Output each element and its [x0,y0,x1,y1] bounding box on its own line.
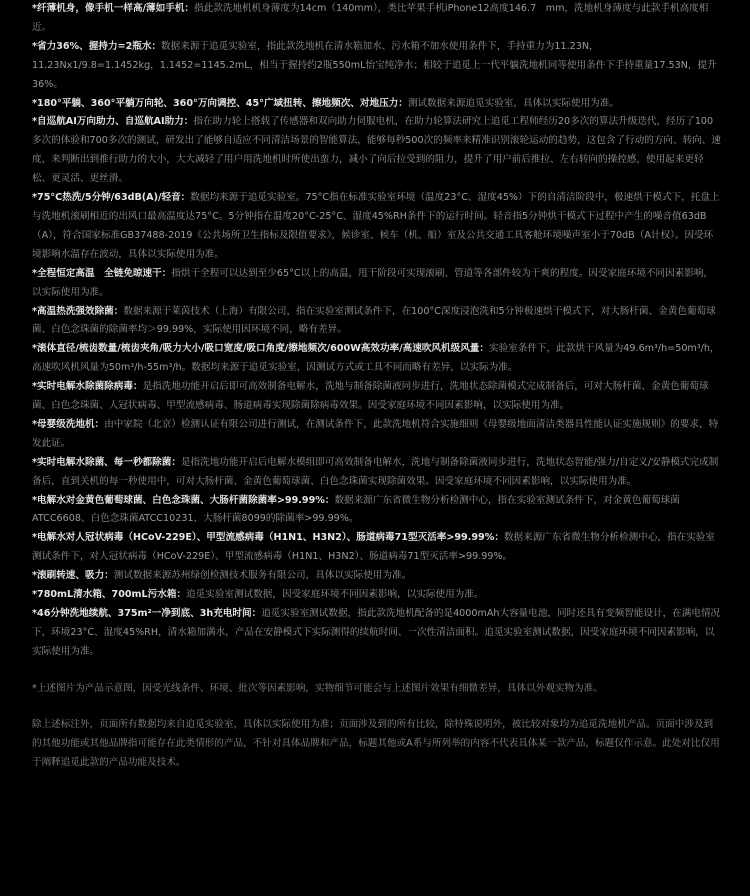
note-item [32,340,722,378]
note-item [32,492,722,530]
note-title: *纤薄机身，像手机一样高/薄如手机： [32,3,195,14]
note-item [32,113,722,189]
note-title: *180°平躺、360°平躺万向轮、360°万向调控、45°广域扭转、擦地频次、对地压力： [32,97,408,109]
note-text: 数据来源广东省微生物分析检测中心，指在实验室测试条件下，对金黄色葡萄球菌ATCC6608、白色念珠菌ATCC10231、大肠杆菌8099的除菌率>99.99%。 [32,494,680,525]
note-title: *75°C热洗/5分钟/63dB(A)/轻音： [32,192,191,204]
note-text: 数据来源广东省微生物分析检测中心，指在实验室测试条件下，对人冠状病毒（HCoV-229E）、甲型流感病毒（H1N1、H3N2）、肠道病毒71型灭活率>99.99%。 [32,532,715,563]
note-title: *省力36%、握持力=2瓶水： [32,40,162,52]
note-text: 数据均来源于追觅实验室。75°C指在标准实验室环境（温度23°C、湿度45%）下的自清洁阶段中，极速烘干模式下，托盘上与洗地机滚刷相近的出风口最高温度达75°C。5分钟指在温度20°C-25°C、湿度45%RH条件下的运行时间。轻音指5分钟烘干模式下过程中产生的噪音值63dB（A），符合国家标准GB37488-2019《公共场所卫生指标及限值要求》，候诊室、候车（机、船）室及公共交通工具客舱环境噪声室小于70dB（A计权）。因受环境影响水温存在波动，具体以实际使用为准。 [32,192,720,260]
note-title: *滚体直径/梳齿数量/梳齿夹角/吸力大小/吸口宽度/吸口角度/擦地频次/600W高效功率/高速吹风机级风量： [32,343,489,355]
note-item [32,529,722,567]
note-title: *780mL清水箱、700mL污水箱： [32,589,187,601]
note-item [32,303,722,341]
note-item [32,265,722,303]
note-text: 数据来源于莱茵技术（上海）有限公司，指在实验室测试条件下，在100°C深度浸泡洗和5分钟极速烘干模式下，对大肠杆菌、金黄色葡萄球菌、白色念珠菌的除菌率均＞99.99%，实际使用因环境不同，略有差异。 [32,305,716,336]
note-title: *高温热洗强效除菌： [32,305,124,317]
note-text: 追觅实验室测试数据，指此款洗地机配备的是4000mAh大容量电池，同时还具有变频智能设计，在满电情况下，环境23°C、湿度45%RH，清水箱加满水，产品在安静模式下实际测得的续航时间、一次性清洁面积。追觅实验室测试数据，因受家庭环境不同因素影响，以实际使用为准。 [32,608,721,657]
note-title: *实时电解水除菌除病毒： [32,381,143,393]
note-item [32,38,722,95]
note-text: 指烘干全程可以达到至少65°C以上的高温，甩干阶段可实现滚刷、管道等各部件较为干爽的程度。因受家庭环境不同因素影响，以实际使用为准。 [32,267,714,298]
note-text: 由中家院（北京）检测认证有限公司进行测试，在测试条件下，此款洗地机符合实施细则《母婴级地面清洁类器具性能认证实施规则》的要求，特发此证。 [32,418,719,449]
note-title: *全程恒定高温 全链免晾速干： [32,267,172,279]
note-text: 是指洗地功能开启后即可高效制备电解水，洗地与制备除菌液同步进行，洗地状态除菌模式完成制备后，可对大肠杆菌、金黄色葡萄球菌、白色念珠菌、人冠状病毒、甲型流感病毒、肠道病毒实现除菌除病毒效果。因受家庭环境不同因素影响，以实际使用为准。 [32,381,709,412]
note-text: 是指洗地功能开启后电解水模组即可高效制备电解水，洗地与制备除菌液同步进行，洗地状态智能/强力/自定义/安静模式完成制备后，直到关机的每一秒使用中，可对大肠杆菌、金黄色葡萄球菌、白色念珠菌实现除菌效果。因受家庭环境不同因素影响，以实际使用为准。 [32,456,719,487]
note-text: 指此款洗地机机身薄度为14cm（140mm），类比苹果手机iPhone12高度146.7 mm，洗地机身薄度与此款手机高度相近。 [32,3,709,33]
note-text: 测试数据来源苏州绿创检测技术服务有限公司，具体以实际使用为准。 [113,570,412,582]
note-title: *46分钟洗地续航、375m²一净到底、3h充电时间： [32,608,262,619]
note-title: *自巡航AI万向助力、自巡航AI助力： [32,116,194,128]
note-text: 追觅实验室测试数据，因受家庭环境不同因素影响，以实际使用为准。 [186,589,484,601]
note-item [32,586,722,605]
note-item [32,454,722,492]
note-item [32,189,722,265]
note-title: *电解水对金黄色葡萄球菌、白色念珠菌、大肠杆菌除菌率>99.99%： [32,494,335,506]
notes-list [32,0,722,772]
note-title: *母婴级洗地机： [32,418,105,430]
note-text: 测试数据来源追觅实验室，具体以实际使用为准。 [407,97,619,109]
note-item [32,378,722,416]
note-text: 实验室条件下，此款烘干风量为49.6m³/h=50m³/h，高速吹风机风量为50m³/h-55m³/h。数据均来源于追觅实验室，因测试方式或工具不同而略有差异，以实际为准。 [32,343,720,374]
note-text: 指在助力轮上搭载了传感器和双向助力伺服电机，在助力轮算法研究上追觅工程师经历20多次的算法升级迭代，经历了100多次的体验和700多次的测试，研发出了能够自适应不同清洁场景的智能算法，能够每秒500次的频率来精准识别滚轮运动的趋势，这包含了行动的方向、转向、速度，来判断出到推行助力的大小，大大减轻了用户用洗地机时所使出蛮力，减小了向后拉受到的阻力，提升了用户前后推拉、左右转向的操控感，使用起来更轻松、更灵活、更丝滑。 [32,116,721,185]
note-item [32,605,722,662]
note-item [32,416,722,454]
image-note: *上述图片为产品示意图，因受光线条件、环境、批次等因素影响，实物细节可能会与上述图片效果有细微差异，具体以外观实物为准。 [32,682,603,694]
note-title: *实时电解水除菌、每一秒都除菌： [32,456,181,468]
disclaimer-text: 除上述标注外，页面所有数据均来自追觅实验室，具体以实际使用为准；页面涉及到的所有比较，除特殊说明外，被比较对象均为追觅洗地机产品。页面中涉及到的其他功能或其他品牌指可能存在此类情形的产品，不针对具体品牌和产品，标题其他或A系与所列举的内容不代表具体某一款产品，标题仅作示意。此处对比仅用于阐释追觅此款的产品功能及技术。 [32,718,720,768]
note-title: *滚刷转速、吸力： [32,570,114,582]
note-text: 数据来源于追觅实验室，指此款洗地机在清水箱加水、污水箱不加水使用条件下，手持重力为11.23N，11.23Nx1/9.8=1.1452kg，1.1452=1145.2mL，相当于握持约2瓶550mL怡宝纯净水；相较于追觅上一代平躺洗地机同等使用条件下手持重量17.53N，提升36%。 [32,40,717,90]
note-title: *电解水对人冠状病毒（HCoV-229E）、甲型流感病毒（H1N1、H3N2）、肠道病毒71型灭活率>99.99%： [32,532,504,544]
note-item [32,95,722,114]
note-item [32,567,722,586]
note-item [32,0,722,38]
